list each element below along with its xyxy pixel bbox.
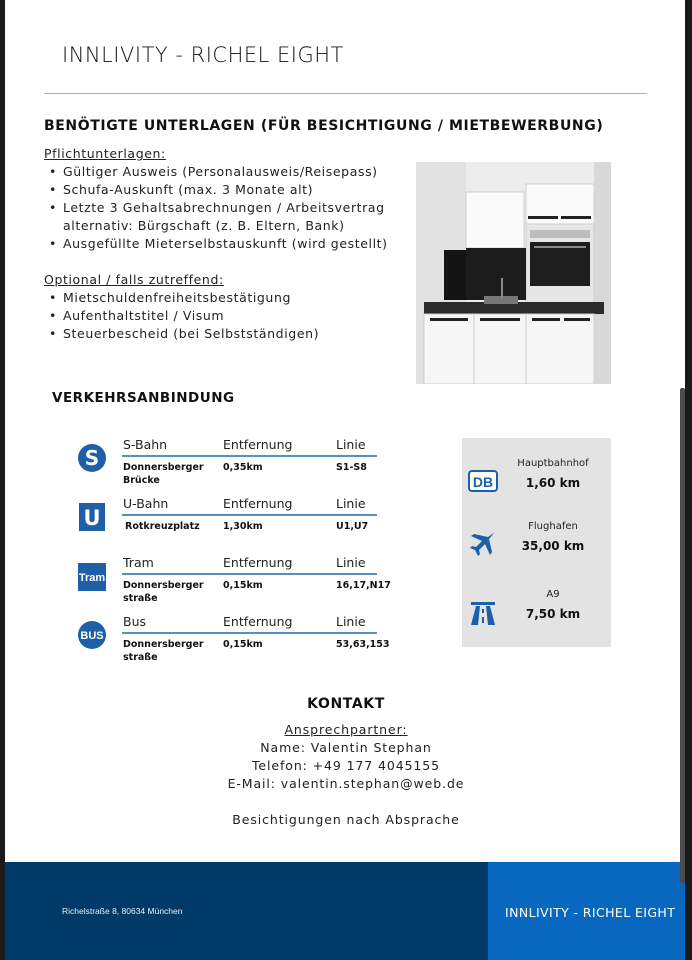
optional-list — [44, 289, 388, 343]
list-item: • Steuerbescheid (bei Selbstständigen) — [44, 325, 388, 343]
documents-heading: BENÖTIGTE UNTERLAGEN (FÜR BESICHTIGUNG / MIETBEWERBUNG) — [44, 118, 604, 134]
scrollbar[interactable] — [680, 388, 685, 883]
destination-label: Flughafen — [528, 521, 578, 532]
transit-type: Tram — [123, 555, 154, 570]
row-rule — [122, 573, 377, 575]
db-icon-text: DB — [472, 474, 494, 490]
ubahn-icon-text: U — [83, 506, 101, 530]
tram-icon — [77, 562, 107, 592]
optional-label: Optional / falls zutreffend: — [44, 272, 224, 287]
transit-type: S-Bahn — [123, 437, 168, 452]
stop-name: Donnersberger Brücke — [123, 462, 204, 486]
destination-distance: 7,50 km — [525, 607, 581, 621]
bus-icon — [77, 620, 107, 650]
documents-section — [44, 145, 388, 343]
stop-lines: 16,17,N17 — [336, 580, 391, 591]
page-title: INNLIVITY - RICHEL EIGHT — [62, 43, 344, 67]
line-header: Linie — [336, 496, 366, 511]
destination-label: A9 — [546, 589, 560, 600]
row-rule — [122, 632, 377, 634]
stop-distance: 0,15km — [223, 639, 263, 650]
row-rule — [122, 455, 377, 457]
list-item-text: alternativ: Bürgschaft (z. B. Eltern, Bank) — [63, 218, 345, 233]
transit-type: U-Bahn — [123, 496, 169, 511]
transit-type: Bus — [123, 614, 147, 629]
contact-person-label: Ansprechpartner: — [284, 722, 408, 737]
list-item-continuation — [44, 217, 388, 235]
footer-brand: INNLIVITY - RICHEL EIGHT — [505, 905, 676, 920]
distance-header: Entfernung — [223, 555, 293, 570]
footer-address: Richelstraße 8, 80634 München — [62, 906, 183, 916]
viewing-note: Besichtigungen nach Absprache — [232, 812, 460, 827]
ubahn-icon — [77, 502, 107, 532]
stop-name: Rotkreuzplatz — [125, 521, 200, 532]
stop-distance: 0,15km — [223, 580, 263, 591]
destination-hauptbahnhof — [462, 458, 611, 508]
required-list — [44, 163, 388, 253]
distance-header: Entfernung — [223, 437, 293, 452]
destination-a9 — [462, 589, 611, 639]
sbahn-icon-text: S — [84, 446, 100, 470]
stop-distance: 1,30km — [223, 521, 263, 532]
contact-heading: KONTAKT — [307, 696, 385, 712]
stop-distance: 0,35km — [223, 462, 263, 473]
stop-name: Donnersberger straße — [123, 580, 204, 604]
list-item: • Schufa-Auskunft (max. 3 Monate alt) — [44, 181, 388, 199]
tram-icon-text: Tram — [78, 572, 106, 584]
highway-icon — [468, 597, 498, 627]
list-item: • Ausgefüllte Mieterselbstauskunft (wird gestellt) — [44, 235, 388, 253]
contact-email: E-Mail: valentin.stephan@web.de — [227, 776, 465, 791]
stop-name: Donnersberger straße — [123, 639, 204, 663]
contact-phone: Telefon: +49 177 4045155 — [252, 758, 440, 773]
line-header: Linie — [336, 437, 366, 452]
bus-icon-text: BUS — [80, 630, 104, 642]
transit-row-sbahn — [77, 437, 387, 487]
stop-lines: U1,U7 — [336, 521, 369, 532]
stop-lines: S1-S8 — [336, 462, 367, 473]
distance-header: Entfernung — [223, 614, 293, 629]
destination-label: Hauptbahnhof — [517, 458, 589, 469]
list-item: • Mietschuldenfreiheitsbestätigung — [44, 289, 388, 307]
list-item: • Aufenthaltstitel / Visum — [44, 307, 388, 325]
distance-header: Entfernung — [223, 496, 293, 511]
db-icon — [468, 466, 498, 496]
destination-distance: 1,60 km — [525, 476, 581, 490]
traffic-heading: VERKEHRSANBINDUNG — [52, 390, 235, 406]
sbahn-icon — [77, 443, 107, 473]
line-header: Linie — [336, 614, 366, 629]
line-header: Linie — [336, 555, 366, 570]
stop-lines: 53,63,153 — [336, 639, 390, 650]
required-label: Pflichtunterlagen: — [44, 146, 166, 161]
destination-flughafen — [462, 521, 611, 571]
transit-row-bus — [77, 614, 390, 664]
destination-distance: 35,00 km — [521, 539, 585, 553]
title-divider — [44, 93, 647, 94]
transit-row-tram — [77, 555, 391, 605]
row-rule — [122, 514, 377, 516]
contact-name: Name: Valentin Stephan — [260, 740, 432, 755]
destinations-panel — [462, 438, 611, 647]
kitchen-photo — [416, 162, 611, 384]
list-item: • Letzte 3 Gehaltsabrechnungen / Arbeitsvertrag — [44, 199, 388, 217]
document-page — [5, 0, 685, 960]
transit-row-ubahn — [77, 496, 387, 546]
list-item: • Gültiger Ausweis (Personalausweis/Reisepass) — [44, 163, 388, 181]
airplane-icon — [468, 529, 498, 559]
